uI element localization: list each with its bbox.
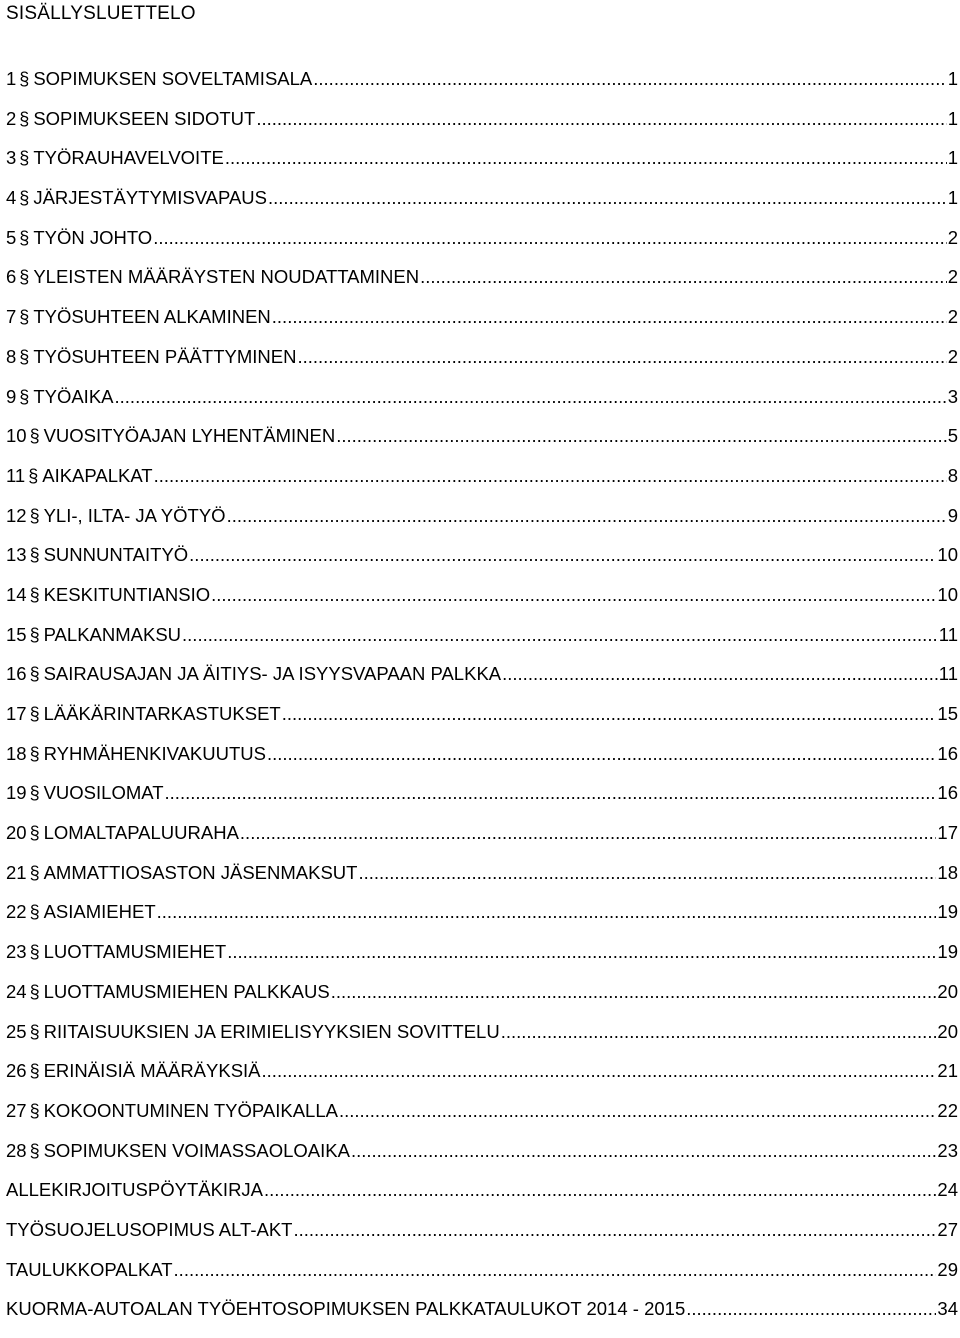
section-sign: § — [29, 704, 40, 724]
section-sign: § — [29, 505, 40, 526]
toc-entry[interactable] — [6, 981, 958, 1021]
section-sign: § — [29, 783, 40, 804]
toc-entry-number: 25 — [6, 1020, 27, 1042]
section-sign: § — [29, 545, 40, 566]
toc-entry-label: SOPIMUKSEN VOIMASSAOLOAIKA — [43, 1139, 350, 1161]
toc-entry-page: 20 — [937, 980, 958, 1002]
section-sign: § — [19, 69, 30, 89]
toc-entry-label: SUNNUNTAITYÖ — [43, 544, 189, 566]
toc-entry-page: 27 — [937, 1218, 958, 1240]
toc-entry[interactable] — [6, 108, 958, 148]
section-sign: § — [19, 267, 30, 288]
toc-entry-label: VUOSITYÖAJAN LYHENTÄMINEN — [43, 425, 336, 447]
toc-entry-page: 24 — [937, 1179, 958, 1201]
toc-entry-number: 11 — [6, 464, 26, 486]
dot-leader — [225, 147, 947, 169]
toc-entry-label: YLI-, ILTA- JA YÖTYÖ — [43, 504, 226, 526]
toc-entry-page: 10 — [937, 544, 958, 566]
dot-leader — [165, 782, 937, 804]
toc-entry-page: 11 — [938, 623, 958, 645]
section-sign: § — [29, 426, 40, 447]
toc-entry-number: 6 — [6, 266, 17, 288]
toc-entry-number: 17 — [6, 703, 27, 724]
toc-entry-label: TYÖRAUHAVELVOITE — [33, 147, 224, 169]
toc-entry-page: 21 — [937, 1060, 958, 1082]
toc-entry-page: 16 — [937, 742, 958, 764]
toc-entry-number: 12 — [6, 504, 27, 526]
toc-entry-page: 11 — [938, 663, 958, 685]
toc-entry-label: ERINÄISIÄ MÄÄRÄYKSIÄ — [43, 1060, 261, 1082]
toc-entry[interactable] — [6, 901, 958, 941]
toc-entry-page: 19 — [937, 901, 958, 923]
toc-entry-label: TYÖAIKA — [33, 385, 114, 407]
toc-entry-label: AMMATTIOSASTON JÄSENMAKSUT — [43, 861, 358, 883]
toc-entry-label: KESKITUNTIANSIO — [43, 583, 211, 605]
toc-entry-number: 5 — [6, 226, 17, 248]
section-sign: § — [29, 743, 40, 764]
toc-entry[interactable] — [6, 465, 958, 505]
toc-entry-label: PALKANMAKSU — [43, 623, 182, 645]
toc-entry-number: 28 — [6, 1139, 27, 1161]
toc-entry-number: 8 — [6, 345, 17, 367]
section-sign: § — [19, 386, 30, 407]
toc-entry-number: 15 — [6, 623, 27, 645]
toc-entry-label: TYÖSUHTEEN ALKAMINEN — [33, 306, 271, 328]
toc-entry[interactable] — [6, 703, 958, 743]
toc-entry-number: 4 — [6, 187, 17, 209]
section-sign: § — [29, 981, 40, 1002]
toc-entry-page: 3 — [947, 385, 958, 407]
toc-entry-number: 21 — [6, 861, 27, 883]
toc-entry-number: 18 — [6, 742, 27, 764]
toc-entry-number: 9 — [6, 385, 17, 407]
toc-entry[interactable] — [6, 386, 958, 426]
toc-entry-page: 19 — [937, 941, 958, 963]
toc-entry[interactable] — [6, 425, 958, 465]
toc-entry-number: 10 — [6, 425, 27, 447]
toc-entry-number: 1 — [6, 68, 17, 89]
toc-entry-label: SOPIMUKSEEN SIDOTUT — [33, 107, 256, 129]
toc-entry-label: TYÖSUHTEEN PÄÄTTYMINEN — [33, 345, 297, 367]
toc-entry-page: 17 — [937, 822, 958, 844]
toc-entry-label: RYHMÄHENKIVAKUUTUS — [43, 742, 266, 764]
dot-leader — [115, 386, 947, 408]
toc-entry-page: 16 — [937, 782, 958, 804]
toc-entry-label: LÄÄKÄRINTARKASTUKSET — [43, 703, 281, 724]
dot-leader — [420, 266, 947, 288]
dot-leader — [227, 505, 947, 527]
toc-entry-number: 27 — [6, 1099, 27, 1121]
toc-entry[interactable] — [6, 505, 958, 545]
toc-entry[interactable] — [6, 147, 958, 187]
dot-leader — [282, 703, 937, 725]
toc-entry[interactable] — [6, 1259, 958, 1299]
section-sign: § — [29, 1100, 40, 1121]
toc-entry-page: 2 — [947, 345, 958, 367]
toc-entry-number: 20 — [6, 822, 27, 844]
dot-leader — [211, 584, 936, 606]
dot-leader — [331, 981, 937, 1003]
toc-entry-label: KUORMA-AUTOALAN TYÖEHTOSOPIMUKSEN PALKKATAULUKOT 2014 - 2015 — [6, 1298, 686, 1320]
dot-leader — [267, 743, 936, 765]
toc-entry[interactable] — [6, 544, 958, 584]
toc-entry-label: SAIRAUSAJAN JA ÄITIYS- JA ISYYSVAPAAN PALKKA — [43, 663, 502, 685]
dot-leader — [264, 1179, 936, 1201]
page-title: SISÄLLYSLUETTELO — [6, 3, 196, 24]
section-sign: § — [29, 1021, 40, 1042]
toc-entry-page: 20 — [937, 1020, 958, 1042]
toc-entry[interactable] — [6, 822, 958, 862]
toc-entry-label: AIKAPALKAT — [42, 464, 153, 486]
toc-entry[interactable] — [6, 941, 958, 981]
toc-entry[interactable] — [6, 1219, 958, 1259]
toc-entry-label: ASIAMIEHET — [43, 901, 156, 923]
toc-entry[interactable] — [6, 1060, 958, 1100]
toc-entry-page: 1 — [947, 147, 958, 169]
section-sign: § — [29, 902, 40, 923]
dot-leader — [351, 1140, 936, 1162]
toc-entry-label: TAULUKKOPALKAT — [6, 1258, 173, 1280]
toc-entry[interactable] — [6, 1298, 958, 1338]
section-sign: § — [19, 108, 30, 129]
section-sign: § — [29, 664, 40, 685]
section-sign: § — [28, 465, 39, 486]
dot-leader — [227, 941, 936, 963]
dot-leader — [256, 108, 946, 130]
toc-entry-number: 19 — [6, 782, 27, 804]
section-sign: § — [29, 624, 40, 645]
section-sign: § — [19, 346, 30, 367]
section-sign: § — [29, 1140, 40, 1161]
toc-entry[interactable] — [6, 266, 958, 306]
toc-entry-number: 23 — [6, 941, 27, 963]
toc-entry[interactable] — [6, 187, 958, 227]
toc-entry-number: 2 — [6, 107, 17, 129]
toc-entry-number: 22 — [6, 901, 27, 923]
toc-entry[interactable] — [6, 584, 958, 624]
toc-entry[interactable] — [6, 1100, 958, 1140]
toc-entry-label: SOPIMUKSEN SOVELTAMISALA — [33, 68, 313, 89]
section-sign: § — [19, 148, 30, 169]
dot-leader — [189, 544, 936, 566]
dot-leader — [182, 624, 938, 646]
toc-entry-label: TYÖSUOJELUSOPIMUS ALT-AKT — [6, 1218, 293, 1240]
toc-entry-label: LOMALTAPALUURAHA — [43, 822, 239, 844]
toc-entry[interactable] — [6, 346, 958, 386]
dot-leader — [157, 901, 937, 923]
section-sign: § — [29, 823, 40, 844]
toc-entry-page: 5 — [947, 425, 958, 447]
toc-entry-page: 10 — [937, 583, 958, 605]
toc-entry-page: 1 — [947, 68, 958, 89]
section-sign: § — [19, 188, 30, 209]
toc-entry-label: LUOTTAMUSMIEHEN PALKKAUS — [43, 980, 330, 1002]
toc-entry[interactable] — [6, 1021, 958, 1061]
toc-entry-page: 15 — [937, 703, 958, 724]
dot-leader — [339, 1100, 936, 1122]
toc-entry[interactable] — [6, 306, 958, 346]
toc-entry-number: 26 — [6, 1060, 27, 1082]
toc-entry-label: LUOTTAMUSMIEHET — [43, 941, 227, 963]
toc-entry-page: 29 — [937, 1258, 958, 1280]
toc-entry-number: 3 — [6, 147, 17, 169]
toc-entry-number: 14 — [6, 583, 27, 605]
toc-entry-label: ALLEKIRJOITUSPÖYTÄKIRJA — [6, 1179, 264, 1201]
dot-leader — [293, 1219, 936, 1241]
toc-entry-page: 8 — [947, 464, 958, 486]
toc-entry[interactable] — [6, 1140, 958, 1180]
dot-leader — [268, 187, 947, 209]
toc-entry[interactable] — [6, 663, 958, 703]
dot-leader — [174, 1259, 937, 1281]
toc-entry-page: 23 — [937, 1139, 958, 1161]
section-sign: § — [19, 227, 30, 248]
dot-leader — [313, 68, 946, 90]
toc-entry-page: 2 — [947, 306, 958, 328]
dot-leader — [153, 227, 947, 249]
toc-entry-page: 18 — [937, 861, 958, 883]
toc-entry-page: 1 — [947, 187, 958, 209]
toc-entry-page: 9 — [947, 504, 958, 526]
toc-entry-label: JÄRJESTÄYTYMISVAPAUS — [33, 187, 268, 209]
toc-entry[interactable] — [6, 782, 958, 822]
toc-entry[interactable] — [6, 862, 958, 902]
section-sign: § — [29, 1061, 40, 1082]
dot-leader — [686, 1298, 936, 1320]
toc-entry-number: 7 — [6, 306, 17, 328]
toc-entry[interactable] — [6, 1179, 958, 1219]
toc-entry-number: 16 — [6, 663, 27, 685]
toc-entry-number: 24 — [6, 980, 27, 1002]
dot-leader — [262, 1060, 937, 1082]
toc-entry-page: 22 — [937, 1099, 958, 1121]
toc-entry-label: TYÖN JOHTO — [33, 226, 153, 248]
table-of-contents — [6, 68, 958, 1338]
toc-entry-label: KOKOONTUMINEN TYÖPAIKALLA — [43, 1099, 338, 1121]
toc-entry[interactable] — [6, 227, 958, 267]
dot-leader — [240, 822, 937, 844]
section-sign: § — [29, 584, 40, 605]
dot-leader — [501, 1021, 937, 1043]
dot-leader — [336, 425, 947, 447]
toc-entry-label: RIITAISUUKSIEN JA ERIMIELISYYKSIEN SOVITTELU — [43, 1020, 500, 1042]
section-sign: § — [19, 307, 30, 328]
toc-entry-page: 1 — [947, 107, 958, 129]
toc-entry[interactable] — [6, 68, 958, 108]
toc-entry[interactable] — [6, 743, 958, 783]
section-sign: § — [29, 862, 40, 883]
section-sign: § — [29, 942, 40, 963]
toc-entry-label: VUOSILOMAT — [43, 782, 164, 804]
dot-leader — [297, 346, 946, 368]
dot-leader — [502, 663, 938, 685]
dot-leader — [358, 862, 936, 884]
toc-entry-number: 13 — [6, 544, 27, 566]
toc-entry[interactable] — [6, 624, 958, 664]
toc-entry-label: YLEISTEN MÄÄRÄYSTEN NOUDATTAMINEN — [33, 266, 420, 288]
toc-entry-page: 2 — [947, 226, 958, 248]
dot-leader — [272, 306, 947, 328]
toc-entry-page: 34 — [937, 1298, 958, 1320]
dot-leader — [154, 465, 947, 487]
toc-entry-page: 2 — [947, 266, 958, 288]
